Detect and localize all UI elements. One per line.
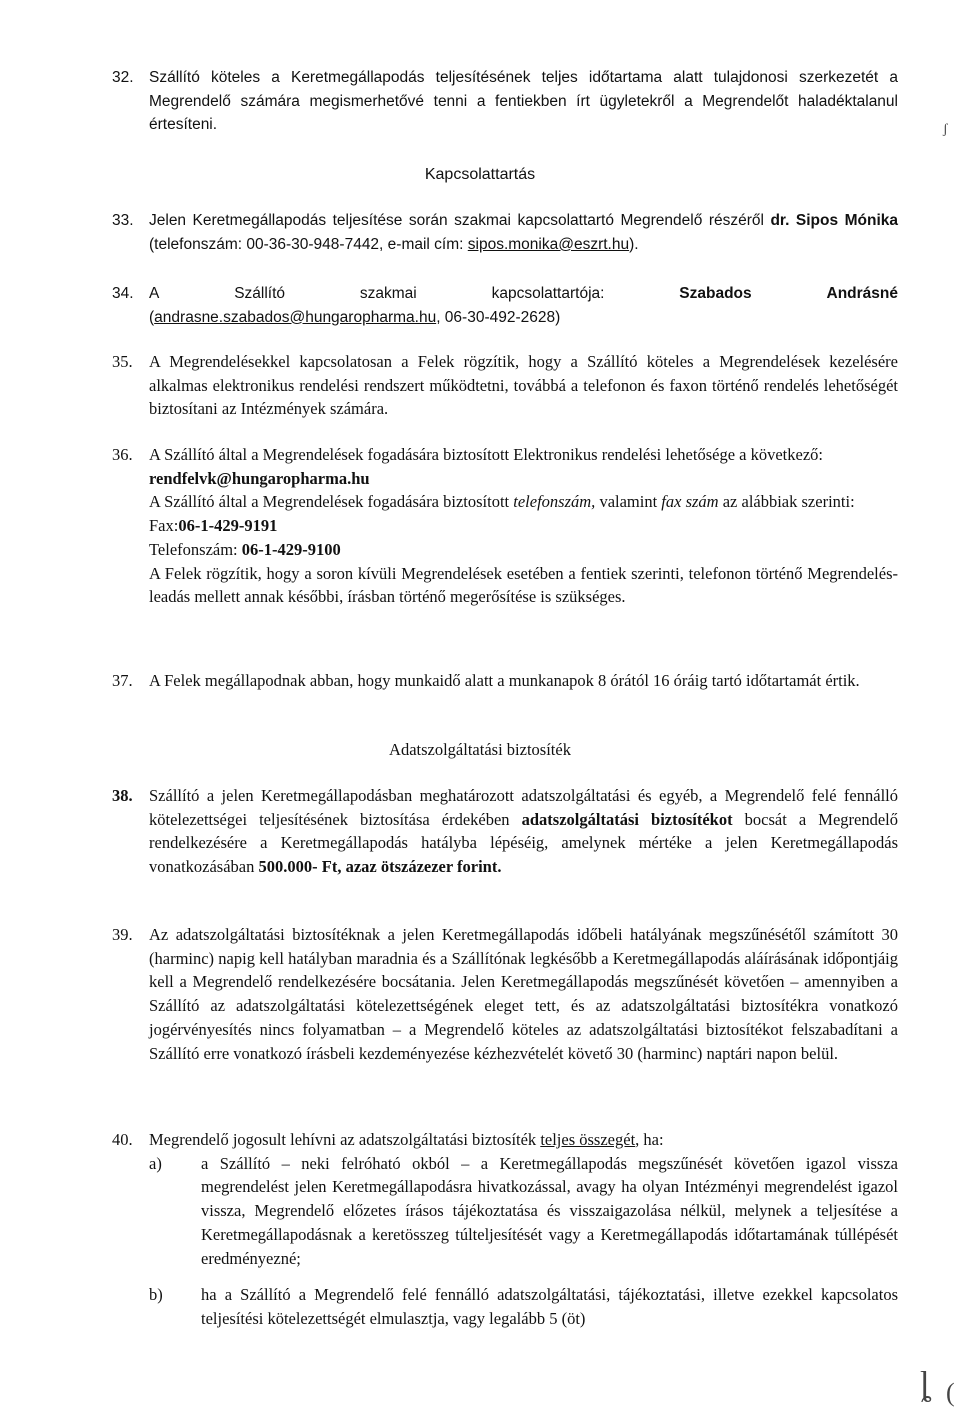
text-part: az alábbiak szerinti:: [718, 492, 855, 512]
clause-intro: A Szállító által a Megrendelések fogadására biztosított Elektronikus rendelési lehetősége a következő:: [149, 445, 823, 464]
word: A: [149, 285, 160, 302]
clause-text-part: Jelen Keretmegállapodás teljesítése során szakmai kapcsolattartó Megrendelő részéről: [149, 212, 771, 229]
clause-number: 40.: [112, 1130, 133, 1149]
clause-text-part: ).: [629, 235, 639, 253]
phone-label: Telefonszám:: [149, 539, 242, 559]
word: szakmai: [359, 285, 417, 302]
phone-line: [149, 538, 898, 562]
contact-given-name: Andrásné: [826, 285, 898, 302]
text-part: bocsát a Megrendelő rendelkezésére a Keretmegállapodás hatályba lépéséig, amelynek mértéke a jelen Keretmegállapodás vonatkozásában: [149, 809, 898, 877]
fax-line: [149, 514, 898, 538]
clause-number: 37.: [112, 671, 133, 690]
sub-item-b: [112, 1283, 898, 1330]
word: Szállító: [234, 285, 286, 302]
text-part-underlined: teljes összegét: [540, 1130, 636, 1149]
paren-open: (: [149, 308, 155, 326]
text-part: Megrendelő jogosult lehívni az adatszolgáltatási biztosíték: [149, 1130, 541, 1149]
clause-number: 39.: [112, 925, 133, 944]
clause-40: [112, 1128, 898, 1331]
clause-number: 32.: [112, 69, 134, 86]
clause-number: 34.: [112, 285, 134, 302]
scan-mark: ʃ: [943, 122, 948, 137]
clause-33: [112, 209, 898, 256]
clause-text: [149, 282, 898, 329]
sub-item-label: b): [149, 1285, 163, 1305]
clause-text: A Megrendelésekkel kapcsolatosan a Felek rögzítik, hogy a Szállító köteles a Megrendelések kezelésére alkalmas elektronikus rendelési rendszert működtetni, továbbá a telefonon és faxon történő rendelés lehetőségét biztosítani az Intézmények számára.: [149, 352, 898, 419]
clause-text: Az adatszolgáltatási biztosítéknak a jelen Keretmegállapodás időbeli hatályának megszűnésétől számított 30 (harminc) napig kell hatályban maradnia és a Szállítónak legkésőbb a Keretmegállapodás aláírásának időpontjáig kell a Megrendelő rendelkezésére bocsátania. Jelen Keretmegállapodás megszűnését követően – amennyiben a Szállító az adatszolgáltatási kötelezettségének eleget tett, és az adatszolgáltatási biztosítékra vonatkozó jogérvényesítés nincs folyamatban – a Megrendelő köteles az adatszolgáltatási biztosítékot felszabadítani a Szállító erre vonatkozó írásbeli kezdeményezése kézhezvételét követő 30 (harminc) naptári napon belül.: [149, 925, 898, 1063]
clause-number: 33.: [112, 212, 134, 229]
clause-34: [112, 282, 898, 329]
scan-mark: (: [946, 1378, 955, 1407]
clause-intro: [149, 1128, 898, 1152]
clause-text: [149, 443, 898, 609]
clause-38: [112, 784, 898, 879]
text-part-italic: telefonszám,: [513, 492, 596, 512]
contact-surname: Szabados: [679, 285, 752, 302]
fax-label: Fax:: [149, 516, 179, 536]
clause-text-part: (telefonszám: 00-36-30-948-7442, e-mail cím:: [149, 235, 468, 253]
section-heading-guarantee: Adatszolgáltatási biztosíték: [389, 740, 571, 759]
text-part-italic: fax szám: [661, 492, 719, 512]
contact-phone: , 06-30-492-2628): [436, 308, 561, 326]
clause-32: [112, 66, 898, 137]
phone-number: 06-1-429-9100: [241, 539, 341, 559]
sub-item-label: a): [149, 1153, 162, 1173]
order-email[interactable]: rendfelvk@hungaropharma.hu: [149, 468, 370, 488]
contact-email-link[interactable]: sipos.monika@eszrt.hu: [467, 235, 630, 253]
clause-39: [112, 923, 898, 1065]
contact-name: dr. Sipos Mónika: [770, 212, 898, 229]
section-heading-contact: Kapcsolattartás: [424, 166, 536, 183]
fax-number: 06-1-429-9191: [178, 516, 278, 536]
sub-item-text: a Szállító – neki felróható okból – a Keretmegállapodás megszűnését követően igazol vissza megrendelést jelen Keretmegállapodásra hivatkozással, avagy ha olyan Intézményi megrendelést igazol vissza, Megrendelő előzetes írásos tájékoztatása és visszaigazolása nélkül, melynek a teljesítése a Keretmegállapodásnak a keretösszeg túlteljesítését vagy a Keretmegállapodás időtartamának túllépését eredményezné;: [201, 1153, 898, 1268]
amount-bold: 500.000- Ft, azaz ötszázezer forint.: [258, 857, 502, 877]
text-part: A Szállító által a Megrendelések fogadására biztosított: [149, 492, 514, 512]
clause-first-line: [149, 282, 898, 306]
clause-number: 36.: [112, 445, 133, 464]
word: kapcsolattartója:: [491, 285, 605, 302]
scan-mark: ȴ: [920, 1366, 930, 1403]
clause-text: [149, 784, 898, 879]
clause-text: A Felek megállapodnak abban, hogy munkaidő alatt a munkanapok 8 órától 16 óráig tartó időtartamát értik.: [149, 671, 860, 690]
text-part-bold: adatszolgáltatási biztosítékot: [521, 809, 733, 829]
sub-item-text: ha a Szállító a Megrendelő felé fennálló adatszolgáltatási, tájékoztatási, illetve ezekkel kapcsolatos teljesítési kötelezettségét elmulasztja, vagy legalább 5 (öt): [201, 1285, 898, 1328]
clause-number: 35.: [112, 352, 133, 371]
text-part: , ha:: [635, 1130, 664, 1149]
text-part: Szállító a jelen Keretmegállapodásban meghatározott adatszolgáltatási és egyéb, a Megrendelő felé fennálló kötelezettségei teljesítésének biztosítása érdekében: [149, 786, 898, 829]
clause-text: [149, 209, 898, 256]
phone-fax-intro: [149, 490, 898, 514]
clause-37: [112, 669, 898, 693]
text-part: valamint: [595, 492, 662, 512]
clause-text: Szállító köteles a Keretmegállapodás teljesítésének teljes időtartama alatt tulajdonosi szerkezetét a Megrendelő számára megismerhetővé tenni a fentiekben írt ügyletekről a Megrendelőt haladéktalanul értesíteni.: [149, 69, 898, 134]
contact-email-link[interactable]: andrasne.szabados@hungaropharma.hu: [154, 308, 437, 326]
clause-closing: A Felek rögzítik, hogy a soron kívüli Megrendelések esetében a fentiek szerinti, telefonon történő Megrendelés-leadás mellett annak későbbi, írásban történő megerősítése is szükséges.: [149, 563, 898, 607]
clause-35: [112, 350, 898, 421]
clause-36: [112, 443, 898, 609]
clause-number: 38.: [112, 786, 133, 805]
sub-item-a: [112, 1152, 898, 1271]
